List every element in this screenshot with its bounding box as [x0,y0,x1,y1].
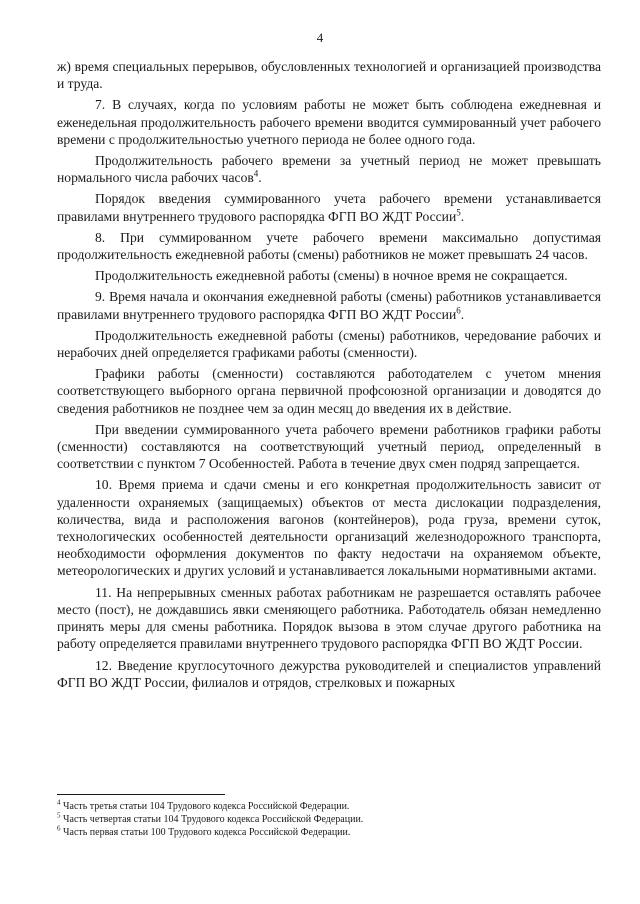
paragraph [57,152,601,186]
paragraph [57,327,601,361]
paragraph-text: Продолжительность рабочего времени за учетный период не может превышать нормального числа рабочих часов [57,153,601,186]
paragraph [57,657,601,691]
paragraph-end: . [460,208,465,224]
paragraph-text: 9. Время начала и окончания ежедневной работы (смены) работников устанавливается правилами внутреннего трудового распорядка ФГП ВО ЖДТ России [57,289,601,322]
paragraph [57,584,601,653]
footnote-text: Часть четвертая статьи 104 Трудового кодекса Российской Федерации. [63,814,364,825]
paragraph [57,96,601,148]
footnote-ref: 6 [456,305,461,316]
footnotes [57,800,601,839]
paragraph [57,421,601,473]
paragraph [57,58,601,92]
page-number: 4 [316,30,324,45]
footnote-ref: 5 [456,207,461,218]
paragraph-text: 10. Время приема и сдачи смены и его конкретная продолжительность зависит от удаленности охраняемых (защищаемых) объектов от места дислокации подразделения, количества, вида и расположения вагонов (контейнеров), рода груза, времени суток, технологических особенностей деятельности организаций железнодорожного транспорта, необходимости оформления документов по факту недостачи на охраняемом объекте, метеорологических и других условий и устанавливается локальными нормативными актами. [57,477,601,579]
footnote-ref: 4 [253,168,259,179]
footnote [57,813,601,826]
paragraph-text: 12. Введение круглосуточного дежурства руководителей и специалистов управлений ФГП ВО ЖДТ России, филиалов и отрядов, стрелковых и пожарных [57,657,601,690]
paragraph-text: 8. При суммированном учете рабочего времени максимально допустимая продолжительность ежедневной работы (смены) работников не может превышать 24 часов. [57,229,601,263]
paragraph [57,365,601,417]
footnote-number: 5 [57,811,61,820]
paragraph-text: 7. В случаях, когда по условиям работы не может быть соблюдена ежедневная и еженедельная продолжительность рабочего времени вводится суммированный учет рабочего времени с продолжительностью учетного периода не более одного года. [57,97,601,147]
footnote-number: 4 [57,798,61,807]
paragraph [57,476,601,579]
paragraph-end: . [258,170,262,186]
paragraph-text: Продолжительность ежедневной работы (смены) работников, чередование рабочих и нерабочих дней определяется графиками работы (сменности). [57,327,601,361]
paragraph-text: Продолжительность ежедневной работы (смены) в ночное время не сокращается. [95,268,568,284]
paragraph-text: При введении суммированного учета рабочего времени работников графики работы (сменности) составляются на соответствующий учетный период, определенный в соответствии с пунктом 7 Особенностей. Работа в течение двух смен подряд запрещается. [57,421,601,472]
footnote-text: Часть первая статьи 100 Трудового кодекса Российской Федерации. [63,827,351,838]
paragraph [57,229,601,263]
paragraph-text: ж) время специальных перерывов, обусловленных технологией и организацией производства и труда. [57,59,601,92]
paragraph-text: Графики работы (сменности) составляются работодателем с учетом мнения соответствующего выборного органа первичной профсоюзной организации и доводятся до сведения работников не позднее чем за один месяц до введения их в действие. [57,366,601,416]
paragraph [57,267,601,284]
paragraph [57,288,601,322]
footnote [57,800,601,813]
paragraph-text: Порядок введения суммированного учета рабочего времени устанавливается правилами внутреннего трудового распорядка ФГП ВО ЖДТ России [57,191,601,224]
body-text [57,58,601,691]
footnote-number: 6 [57,824,61,833]
paragraph-end: . [460,306,465,322]
footnote-text: Часть третья статьи 104 Трудового кодекса Российской Федерации. [63,801,350,812]
paragraph-text: 11. На непрерывных сменных работах работникам не разрешается оставлять рабочее место (пост), не дождавшись явки сменяющего работника. Работодатель обязан немедленно принять меры для смены работника. Порядок вызова в этом случае другого работника на работу определяется правилами внутреннего трудового распорядка ФГП ВО ЖДТ России. [57,584,601,652]
paragraph [57,190,601,224]
footnote-separator [57,794,225,795]
footnote [57,826,601,839]
